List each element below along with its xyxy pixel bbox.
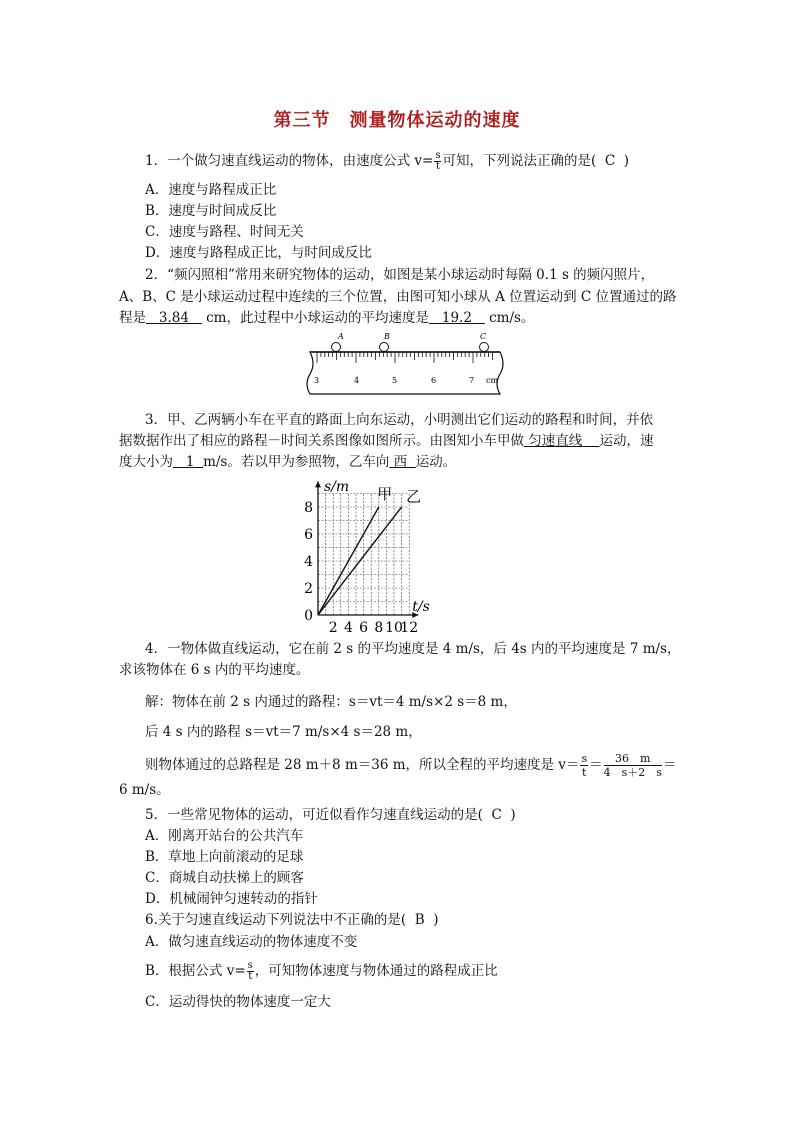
q5-option-b: B．草地上向前滚动的足球 — [145, 849, 304, 865]
ball-label-c: C — [480, 332, 487, 341]
ruler-figure — [300, 332, 515, 396]
q5-option-d: D．机械闹钟匀速转动的指针 — [145, 891, 318, 907]
q3-line2: 据数据作出了相应的路程－时间关系图像如图所示。由图知小车甲做 匀速直线 运动，速 — [119, 433, 654, 449]
ruler-label-4: 4 — [354, 376, 360, 385]
q1-option-b: B．速度与时间成反比 — [145, 203, 277, 219]
x-tick-label: 2 — [328, 620, 338, 636]
x-tick-label: 12 — [400, 620, 419, 636]
q2-line3: 程是 3.84 cm，此过程中小球运动的平均速度是 19.2 cm/s。 — [119, 310, 535, 326]
q1-option-c: C．速度与路程、时间无关 — [145, 224, 304, 240]
q5-option-a: A．刚离开站台的公共汽车 — [145, 828, 304, 844]
page-title: 第三节 测量物体运动的速度 — [273, 110, 521, 131]
ball-label-a: A — [338, 332, 344, 341]
s-t-chart — [300, 473, 530, 638]
q4-solution-3: 则物体通过的总路程是 28 m＋8 m＝36 m，所以全程的平均速度是 v＝ $\frac{s}{t}$ ＝ $\frac{36 m}{4 s+2 s}$ ＝ — [145, 752, 677, 779]
q4-solution-1: 解：物体在前 2 s 内通过的路程：s＝vt＝4 m/s×2 s＝8 m， — [145, 694, 517, 710]
q4-line1: 4．一物体做直线运动，它在前 2 s 的平均速度是 4 m/s，后 4s 内的平均速度是 7 m/s， — [145, 641, 681, 657]
q2-line2: A、B、C 是小球运动过程中连续的三个位置，由图可知小球从 A 位置运动到 C 位置通过的路 — [119, 289, 677, 305]
ruler-label-7: 7 — [469, 376, 475, 385]
q6-answer: B — [414, 912, 425, 928]
y-axis-arrow — [315, 481, 321, 487]
y-tick-label: 8 — [304, 500, 313, 516]
x-tick-label: 8 — [374, 620, 384, 636]
q3-blank-1: 匀速直线 — [528, 433, 583, 449]
q3-blank-3: 西 — [393, 454, 408, 470]
ruler-label-3: 3 — [314, 376, 320, 385]
q6-stem: 6.关于匀速直线运动下列说法中不正确的是( B ) — [145, 912, 439, 928]
chart-labels — [304, 479, 430, 636]
q3-blank-2: 1 — [185, 454, 195, 470]
q3-line1: 3．甲、乙两辆小车在平直的路面上向东运动，小明测出它们运动的路程和时间，并依 — [145, 412, 654, 428]
chart-axes — [315, 478, 418, 618]
q2-line1: 2．“频闪照相”常用来研究物体的运动，如图是某小球运动时每隔 0.1 s 的频闪照片， — [145, 267, 655, 283]
q2-blank-1: 3.84 — [158, 310, 189, 326]
q6-option-c: C．运动得快的物体速度一定大 — [145, 994, 331, 1010]
q6-option-b: B．根据公式 v= $\frac{s}{t}$ ，可知物体速度与物体通过的路程成正比 — [145, 960, 498, 982]
series-label-jia: 甲 — [377, 484, 393, 503]
q5-option-c: C．商城自动扶梯上的顾客 — [145, 870, 304, 886]
y-tick-label: 2 — [304, 581, 313, 597]
ruler-label-5: 5 — [392, 376, 398, 385]
q1-answer: C — [604, 153, 616, 169]
q5-stem: 5．一些常见物体的运动，可近似看作匀速直线运动的是( C ) — [145, 807, 516, 823]
x-axis-label: t/s — [412, 599, 430, 615]
q1-option-d: D．速度与路程成正比，与时间成反比 — [145, 245, 372, 261]
q1-option-a: A．速度与路程成正比 — [145, 182, 277, 198]
y-tick-label: 4 — [304, 554, 313, 570]
q6-option-a: A．做匀速直线运动的物体速度不变 — [145, 934, 358, 950]
ruler-label-6: 6 — [431, 376, 437, 385]
series-label-yi: 乙 — [406, 487, 422, 506]
q3-line3: 度大小为 1 m/s。若以甲为参照物，乙车向 西 运动。 — [119, 454, 457, 470]
x-tick-label: 10 — [385, 620, 403, 636]
origin-label: 0 — [304, 608, 313, 624]
q1-stem: 1．一个做匀速直线运动的物体，由速度公式 v= $\frac{s}{t}$ 可知，下列说法正确的是( C ) — [145, 150, 630, 172]
x-tick-label: 4 — [343, 620, 353, 636]
q5-answer: C — [491, 807, 502, 823]
y-tick-label: 6 — [304, 527, 313, 543]
ball-a — [332, 343, 341, 352]
x-tick-label: 6 — [359, 620, 369, 636]
q4-line2: 求该物体在 6 s 内的平均速度。 — [119, 662, 310, 678]
ball-c — [480, 343, 489, 352]
q2-blank-2: 19.2 — [441, 310, 472, 326]
q4-solution-4: 6 m/s。 — [119, 782, 170, 798]
q4-solution-2: 后 4 s 内的路程 s＝vt＝7 m/s×4 s＝28 m， — [145, 724, 422, 740]
ruler-label-cm: cm — [486, 376, 499, 385]
ball-b — [380, 343, 389, 352]
y-axis-label: s/m — [324, 478, 350, 495]
ball-label-b: B — [384, 332, 390, 341]
